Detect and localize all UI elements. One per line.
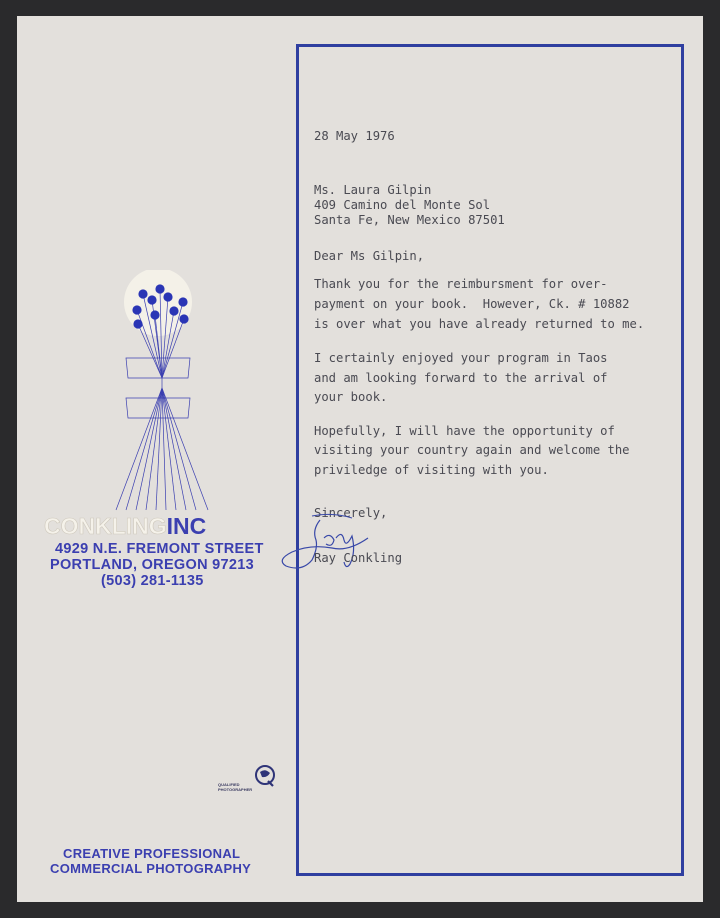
brand-suffix: INC: [166, 513, 207, 539]
letter-date: 28 May 1976: [314, 129, 395, 143]
address-phone: (503) 281-1135: [101, 573, 204, 589]
paragraph1-line3: is over what you have already returned to me.: [314, 317, 645, 331]
recipient-city: Santa Fe, New Mexico 87501: [314, 213, 505, 227]
company-logo-text: [44, 513, 206, 540]
paragraph2-line1: I certainly enjoyed your program in Taos: [314, 351, 608, 365]
address-street: 4929 N.E. FREMONT STREET: [55, 541, 264, 557]
paragraph3-line1: Hopefully, I will have the opportunity of: [314, 424, 615, 438]
address-city: PORTLAND, OREGON 97213: [50, 557, 255, 573]
handwritten-signature: [272, 508, 392, 588]
brand-name: CONKLING: [44, 513, 167, 539]
signature-name: Ray Conkling: [314, 551, 403, 565]
paragraph2-line2: and am looking forward to the arrival of: [314, 371, 608, 385]
qualified-label: [218, 782, 252, 792]
footer-line2: COMMERCIAL PHOTOGRAPHY: [50, 861, 252, 876]
paragraph3-line2: visiting your country again and welcome the: [314, 443, 630, 457]
qualified-photographer-seal-icon: [254, 764, 276, 788]
paragraph1-line2: payment on your book. However, Ck. # 10882: [314, 297, 630, 311]
paragraph1-line1: Thank you for the reimbursment for over-: [314, 277, 608, 291]
balloon-logo-icon: [90, 270, 220, 515]
paragraph2-line3: your book.: [314, 390, 388, 404]
recipient-street: 409 Camino del Monte Sol: [314, 198, 491, 212]
recipient-name: Ms. Laura Gilpin: [314, 183, 432, 197]
qualified-line1: QUALIFIED: [218, 782, 240, 787]
letter-frame: [296, 44, 684, 876]
salutation: Dear Ms Gilpin,: [314, 249, 425, 263]
paragraph3-line3: priviledge of visiting with you.: [314, 463, 549, 477]
qualified-line2: PHOTOGRAPHER: [218, 787, 253, 792]
closing: Sincerely,: [314, 506, 388, 520]
footer-line1: CREATIVE PROFESSIONAL: [63, 846, 241, 861]
